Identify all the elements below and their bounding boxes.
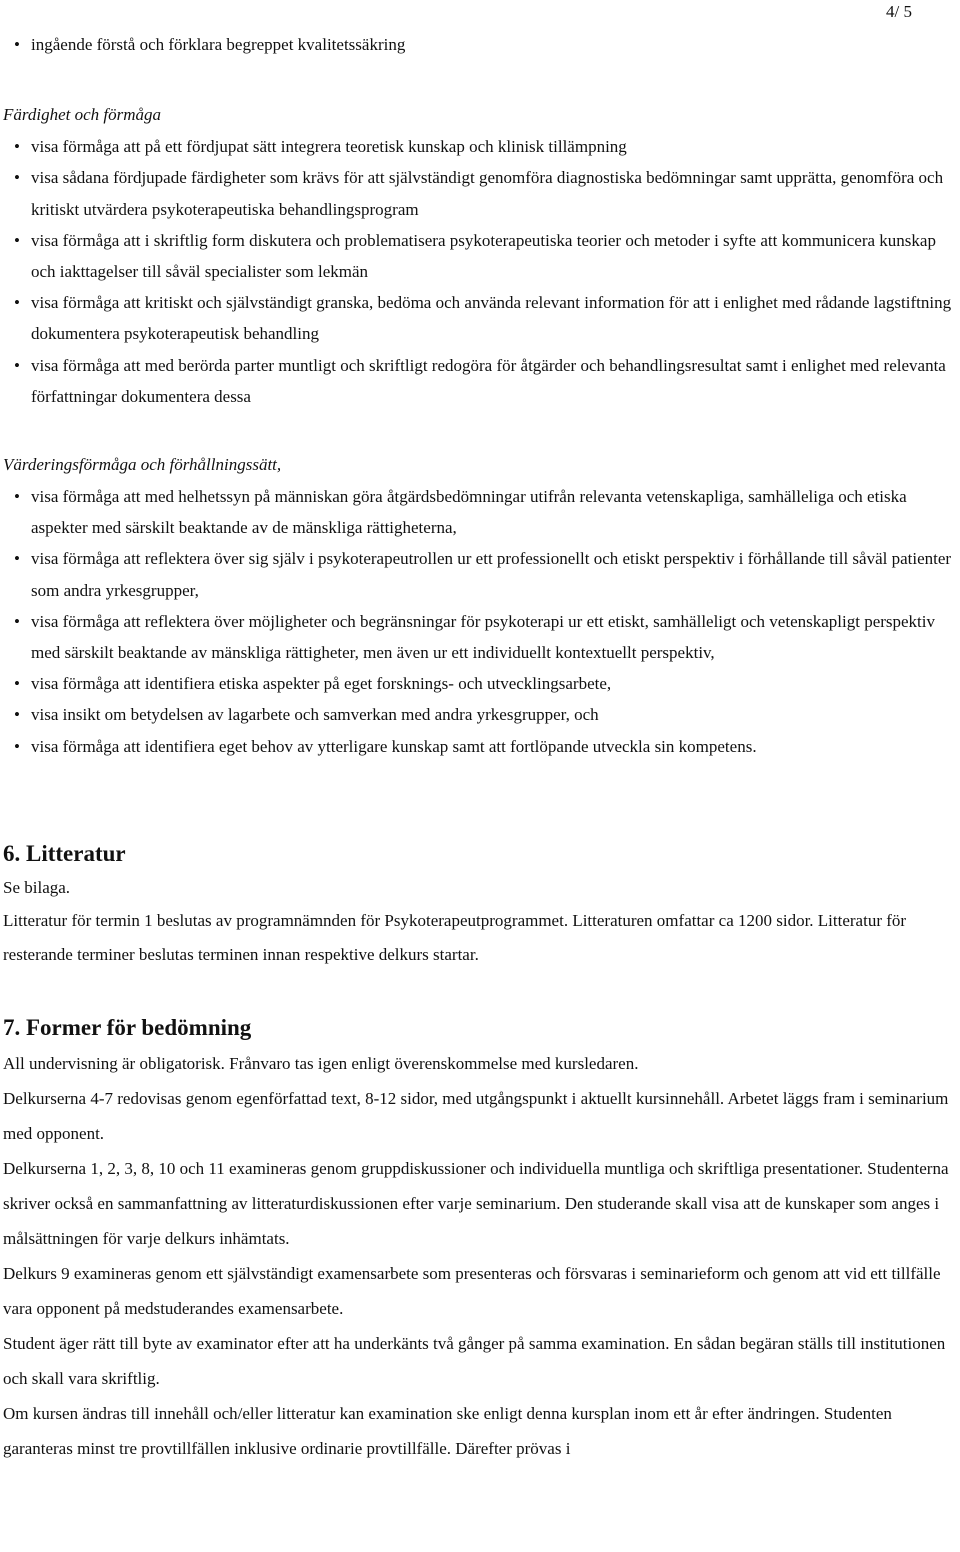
assessment-heading: 7. Former för bedömning (3, 1014, 252, 1040)
list-item: • visa förmåga att kritiskt och självständigt granska, bedöma och använda relevant information för att i enlighet med rådande lagstiftning dokumentera psykoterapeutisk behandling (3, 287, 953, 349)
values-bullet-list (3, 481, 953, 762)
literature-heading: 6. Litteratur (3, 840, 126, 866)
list-item: • ingående förstå och förklara begreppet kvalitetssäkring (3, 29, 953, 60)
list-item: • visa förmåga att reflektera över möjligheter och begränsningar för psykoterapi ur ett etiskt, samhälleligt och vetenskapligt perspektiv med särskilt beaktande av mänskliga rättigheter, men även ur ett individuellt kontextuellt perspektiv, (3, 606, 953, 668)
list-item: • visa sådana fördjupade färdigheter som krävs för att självständigt genomföra diagnostiska bedömningar samt upprätta, genomföra och kritiskt utvärdera psykoterapeutiska behandlingsprogram (3, 162, 953, 224)
assessment-paragraph: Delkurserna 4-7 redovisas genom egenförfattad text, 8-12 sidor, med utgångspunkt i aktuellt kursinnehåll. Arbetet läggs fram i seminarium med opponent. (3, 1088, 949, 1143)
assessment-paragraph: Student äger rätt till byte av examinator efter att ha underkänts två gånger på samma examination. En sådan begäran ställs till institutionen och skall vara skriftlig. (3, 1333, 946, 1388)
intro-bullet-list (3, 29, 953, 60)
assessment-paragraph: All undervisning är obligatorisk. Frånvaro tas igen enligt överenskommelse med kursledaren. (3, 1053, 639, 1073)
assessment-paragraph: Delkurs 9 examineras genom ett självständigt examensarbete som presenteras och försvaras i seminarieform och genom att vid ett tillfälle vara opponent på medstuderandes examensarbete. (3, 1263, 941, 1318)
literature-text-2: Litteratur för termin 1 beslutas av programnämnden för Psykoterapeutprogrammet. Litteraturen omfattar ca 1200 sidor. Litteratur för resterande terminer beslutas terminen innan respektive delkurs startar. (3, 910, 907, 964)
skills-heading: Färdighet och förmåga (3, 105, 162, 125)
literature-text-1: Se bilaga. (3, 877, 71, 897)
list-item: • visa förmåga att på ett fördjupat sätt integrera teoretisk kunskap och klinisk tillämpning (3, 131, 953, 162)
assessment-paragraph: Delkurserna 1, 2, 3, 8, 10 och 11 examineras genom gruppdiskussioner och individuella muntliga och skriftliga presentationer. Studenterna skriver också en sammanfattning av litteraturdiskussionen efter varje seminarium. Den studerande skall visa att de kunskaper som anges i målsättningen för varje delkurs inhämtats. (3, 1158, 949, 1248)
skills-bullet-list (3, 131, 953, 412)
list-item: • visa förmåga att med berörda parter muntligt och skriftligt redogöra för åtgärder och behandlingsresultat samt i enlighet med relevanta författningar dokumentera dessa (3, 350, 953, 412)
document-body (3, 0, 953, 1466)
page-number: 4/ 5 (886, 2, 912, 21)
list-item: • visa förmåga att med helhetssyn på människan göra åtgärdsbedömningar utifrån relevanta vetenskapliga, samhälleliga och etiska aspekter med särskilt beaktande av de mänskliga rättigheterna, (3, 481, 953, 543)
list-item: • visa förmåga att reflektera över sig själv i psykoterapeutrollen ur ett professionellt och etiskt perspektiv i förhållande till såväl patienter som andra yrkesgrupper, (3, 543, 953, 605)
list-item: • visa insikt om betydelsen av lagarbete och samverkan med andra yrkesgrupper, och (3, 699, 953, 730)
list-item: • visa förmåga att identifiera eget behov av ytterligare kunskap samt att fortlöpande utveckla sin kompetens. (3, 731, 953, 762)
values-heading: Värderingsförmåga och förhållningssätt, (3, 455, 282, 475)
assessment-paragraph: Om kursen ändras till innehåll och/eller litteratur kan examination ske enligt denna kursplan inom ett år efter ändringen. Studenten garanteras minst tre provtillfällen inklusive ordinarie provtillfälle. Därefter prövas i (3, 1403, 892, 1458)
list-item: • visa förmåga att i skriftlig form diskutera och problematisera psykoterapeutiska teorier och metoder i syfte att kommunicera kunskap och iakttagelser till såväl specialister som lekmän (3, 225, 953, 287)
list-item: • visa förmåga att identifiera etiska aspekter på eget forsknings- och utvecklingsarbete, (3, 668, 953, 699)
